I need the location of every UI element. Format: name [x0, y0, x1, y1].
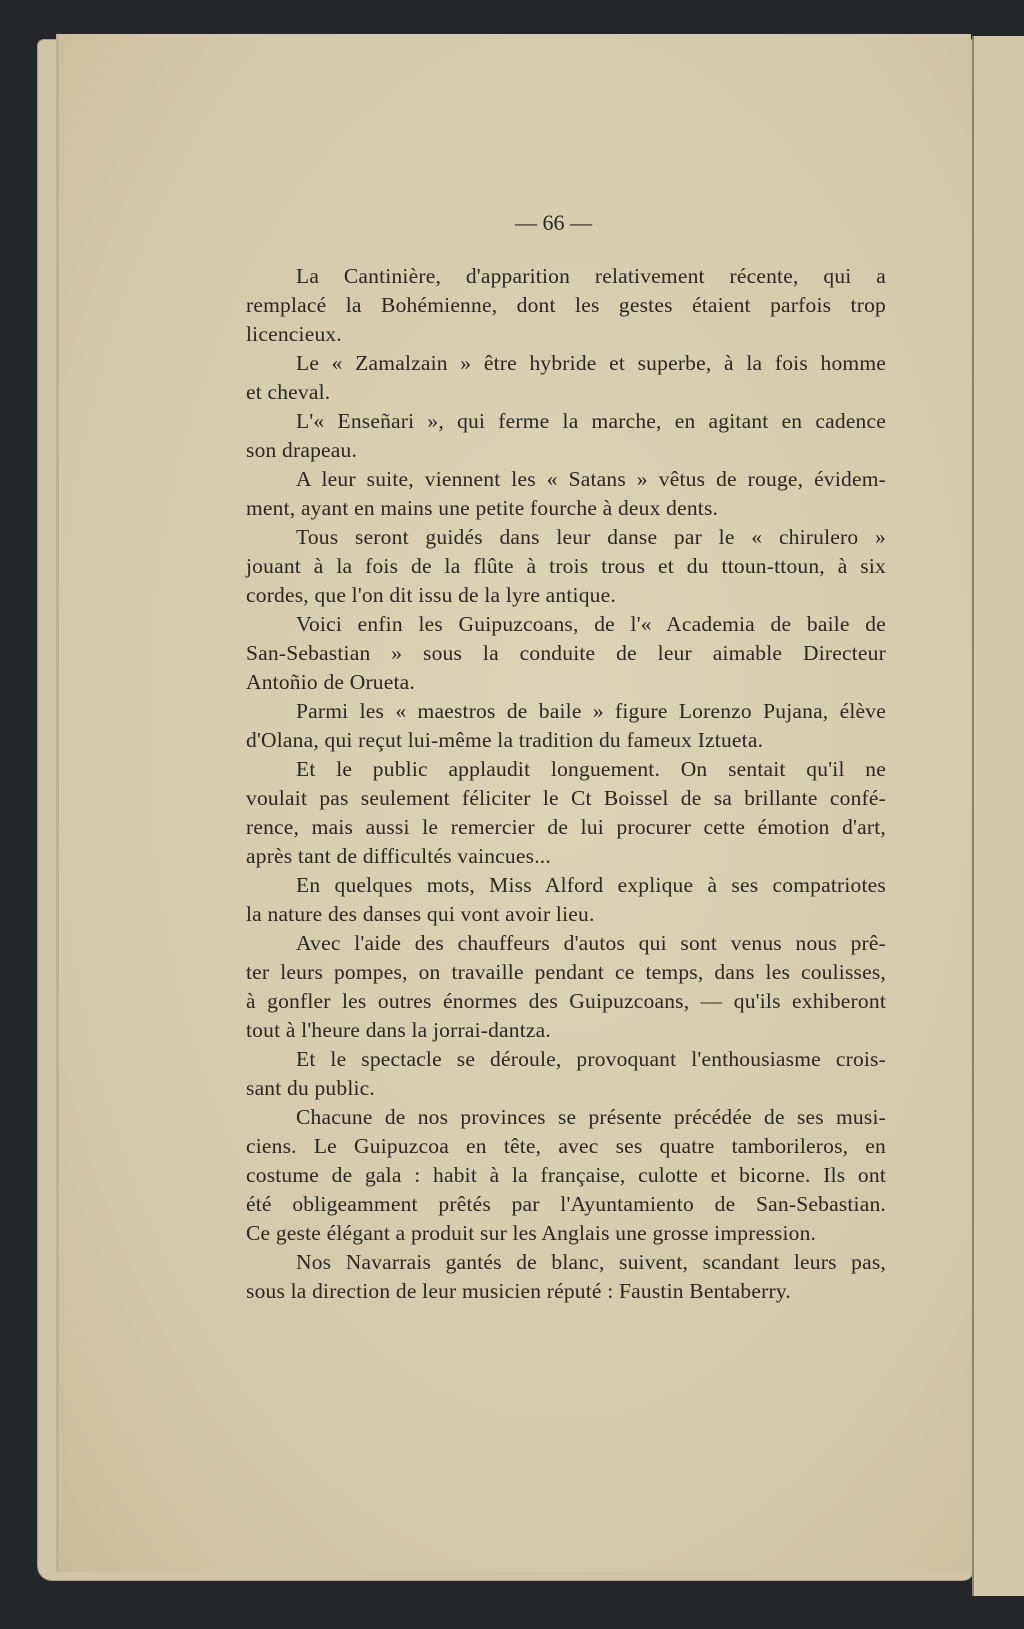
paragraph: [246, 465, 886, 523]
text-line: Voici enfin les Guipuzcoans, de l'« Academia de baile de: [296, 612, 886, 636]
text-line: Le « Zamalzain » être hybride et superbe, à la fois homme: [296, 351, 886, 375]
paragraph: [246, 755, 886, 871]
text-line: A leur suite, viennent les « Satans » vêtus de rouge, évidem-: [296, 467, 886, 491]
paragraph: [246, 262, 886, 349]
text-line: remplacé la Bohémienne, dont les gestes étaient parfois trop: [246, 293, 886, 317]
text-line: voulait pas seulement féliciter le Ct Boissel de sa brillante confé-: [246, 786, 886, 810]
paragraph: [246, 697, 886, 755]
text-line: Antoñio de Orueta.: [246, 670, 415, 694]
text-line: et cheval.: [246, 380, 331, 404]
text-line: cordes, que l'on dit issu de la lyre antique.: [246, 583, 616, 607]
text-line: Chacune de nos provinces se présente précédée de ses musi-: [296, 1105, 886, 1129]
text-line: costume de gala : habit à la française, culotte et bicorne. Ils ont: [246, 1163, 886, 1187]
body-text: [246, 262, 886, 1306]
text-line: rence, mais aussi le remercier de lui procurer cette émotion d'art,: [246, 815, 886, 839]
text-line: ment, ayant en mains une petite fourche à deux dents.: [246, 496, 719, 520]
text-line: Tous seront guidés dans leur danse par le « chirulero »: [296, 525, 886, 549]
paragraph: [246, 1103, 886, 1248]
text-line: ter leurs pompes, on travaille pendant ce temps, dans les coulisses,: [246, 960, 886, 984]
text-line: Et le public applaudit longuement. On sentait qu'il ne: [296, 757, 886, 781]
text-line: son drapeau.: [246, 438, 358, 462]
text-line: Avec l'aide des chauffeurs d'autos qui sont venus nous prê-: [296, 931, 886, 955]
text-line: d'Olana, qui reçut lui-même la tradition du fameux Iztueta.: [246, 728, 764, 752]
paragraph: [246, 610, 886, 697]
text-line: Et le spectacle se déroule, provoquant l'enthousiasme crois-: [296, 1047, 886, 1071]
paragraph: [246, 349, 886, 407]
text-line: sant du public.: [246, 1076, 375, 1100]
text-line: après tant de difficultés vaincues...: [246, 844, 551, 868]
text-line: tout à l'heure dans la jorrai-dantza.: [246, 1018, 551, 1042]
text-line: sous la direction de leur musicien réputé : Faustin Bentaberry.: [246, 1279, 791, 1303]
text-line: En quelques mots, Miss Alford explique à ses compatriotes: [296, 873, 886, 897]
text-line: jouant à la fois de la flûte à trois trous et du ttoun-ttoun, à six: [246, 554, 886, 578]
paragraph: [246, 1045, 886, 1103]
paragraph: [246, 407, 886, 465]
text-line: la nature des danses qui vont avoir lieu.: [246, 902, 595, 926]
text-line: L'« Enseñari », qui ferme la marche, en agitant en cadence: [296, 409, 886, 433]
text-line: ciens. Le Guipuzcoa en tête, avec ses quatre tamborileros, en: [246, 1134, 886, 1158]
text-line: Nos Navarrais gantés de blanc, suivent, scandant leurs pas,: [296, 1250, 886, 1274]
paragraph: [246, 929, 886, 1045]
text-line: Parmi les « maestros de baile » figure Lorenzo Pujana, élève: [296, 699, 886, 723]
text-line: licencieux.: [246, 322, 342, 346]
text-line: Ce geste élégant a produit sur les Anglais une grosse impression.: [246, 1221, 817, 1245]
text-line: La Cantinière, d'apparition relativement récente, qui a: [296, 264, 886, 288]
paragraph: [246, 1248, 886, 1306]
text-line: été obligeamment prêtés par l'Ayuntamiento de San-Sebastian.: [246, 1192, 886, 1216]
text-line: à gonfler les outres énormes des Guipuzcoans, — qu'ils exhiberont: [246, 989, 886, 1013]
page-number: — 66 —: [515, 210, 592, 235]
paragraph: [246, 871, 886, 929]
facing-page-edge: [972, 36, 1024, 1596]
text-line: San-Sebastian » sous la conduite de leur aimable Directeur: [246, 641, 886, 665]
paragraph: [246, 523, 886, 610]
